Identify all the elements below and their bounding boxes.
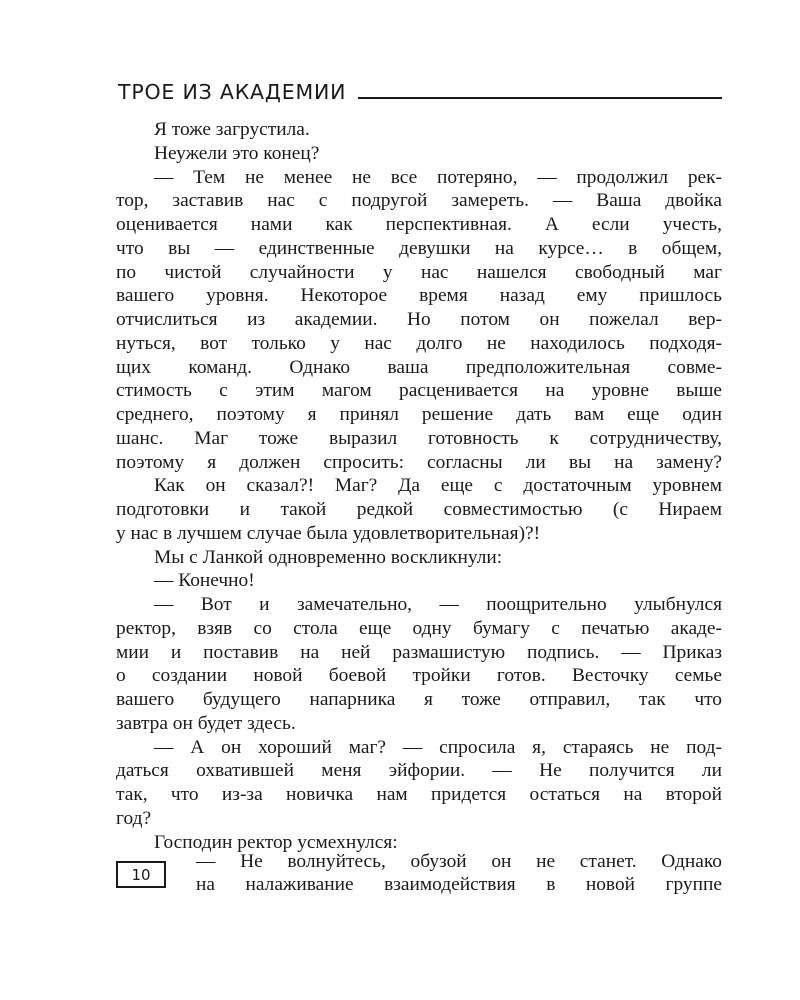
running-header xyxy=(118,76,722,102)
body-text xyxy=(116,118,722,854)
text-line: Господин ректор усмехнулся: xyxy=(154,831,398,853)
text-line: о создании новой боевой тройки готов. Весточку семье xyxy=(116,665,722,687)
text-line: тор, заставив нас с подругой замереть. — Ваша двойка xyxy=(116,190,722,212)
text-line: ректор, взяв со стола еще одну бумагу с печатью акаде- xyxy=(116,617,722,639)
text-line: — Вот и замечательно, — поощрительно улыбнулся xyxy=(154,594,722,615)
text-line: поэтому я должен спросить: согласны ли вы на замену? xyxy=(116,451,722,473)
text-line: — А он хороший маг? — спросила я, стараясь не под- xyxy=(154,736,722,758)
text-line: год? xyxy=(116,807,152,829)
text-line: Неужели это конец? xyxy=(154,142,320,164)
text-line: завтра он будет здесь. xyxy=(116,712,296,734)
text-line: что вы — единственные девушки на курсе… в общем, xyxy=(116,237,722,259)
text-line: вашего будущего напарника я тоже отправил, так что xyxy=(116,689,722,710)
text-line: шанс. Маг тоже выразил готовность к сотрудничеству, xyxy=(116,427,722,449)
page-number: 10 xyxy=(116,861,166,888)
text-line: так, что из-за новичка нам придется остаться на второй xyxy=(116,784,722,805)
text-line: нуться, вот только у нас долго не находилось подходя- xyxy=(116,332,722,354)
text-line: — Не волнуйтесь, обузой он не станет. Однако xyxy=(196,850,722,872)
text-line: — Тем не менее не все потеряно, — продолжил рек- xyxy=(154,166,722,188)
text-line: Я тоже загрустила. xyxy=(154,119,310,140)
text-line: на налаживание взаимодействия в новой группе xyxy=(196,874,722,896)
text-line: Мы с Ланкой одновременно воскликнули: xyxy=(154,546,503,568)
text-line: отчислиться из академии. Но потом он пожелал вер- xyxy=(116,309,722,330)
text-line: оценивается нами как перспективная. А если учесть, xyxy=(116,214,722,235)
text-line: щих команд. Однако ваша предположительная совме- xyxy=(116,356,722,378)
text-line: — Конечно! xyxy=(154,570,255,592)
text-line: стимость с этим магом расценивается на уровне выше xyxy=(116,380,722,402)
text-line: Как он сказал?! Маг? Да еще с достаточным уровнем xyxy=(154,475,722,497)
book-title: ТРОЕ ИЗ АКАДЕМИИ xyxy=(118,79,347,104)
body-text-tail xyxy=(196,850,722,898)
text-line: подготовки и такой редкой совместимостью (с Нираем xyxy=(116,499,722,520)
text-line: даться охватившей меня эйфории. — Не получится ли xyxy=(116,760,722,782)
text-line: среднего, поэтому я принял решение дать вам еще один xyxy=(116,404,722,425)
text-line: по чистой случайности у нас нашелся свободный маг xyxy=(116,261,722,283)
text-line: мии и поставив на ней размашистую подпись. — Приказ xyxy=(116,641,722,663)
header-rule xyxy=(358,97,722,99)
text-line: вашего уровня. Некоторое время назад ему пришлось xyxy=(116,285,722,307)
text-line: у нас в лучшем случае была удовлетворительная)?! xyxy=(116,522,541,544)
